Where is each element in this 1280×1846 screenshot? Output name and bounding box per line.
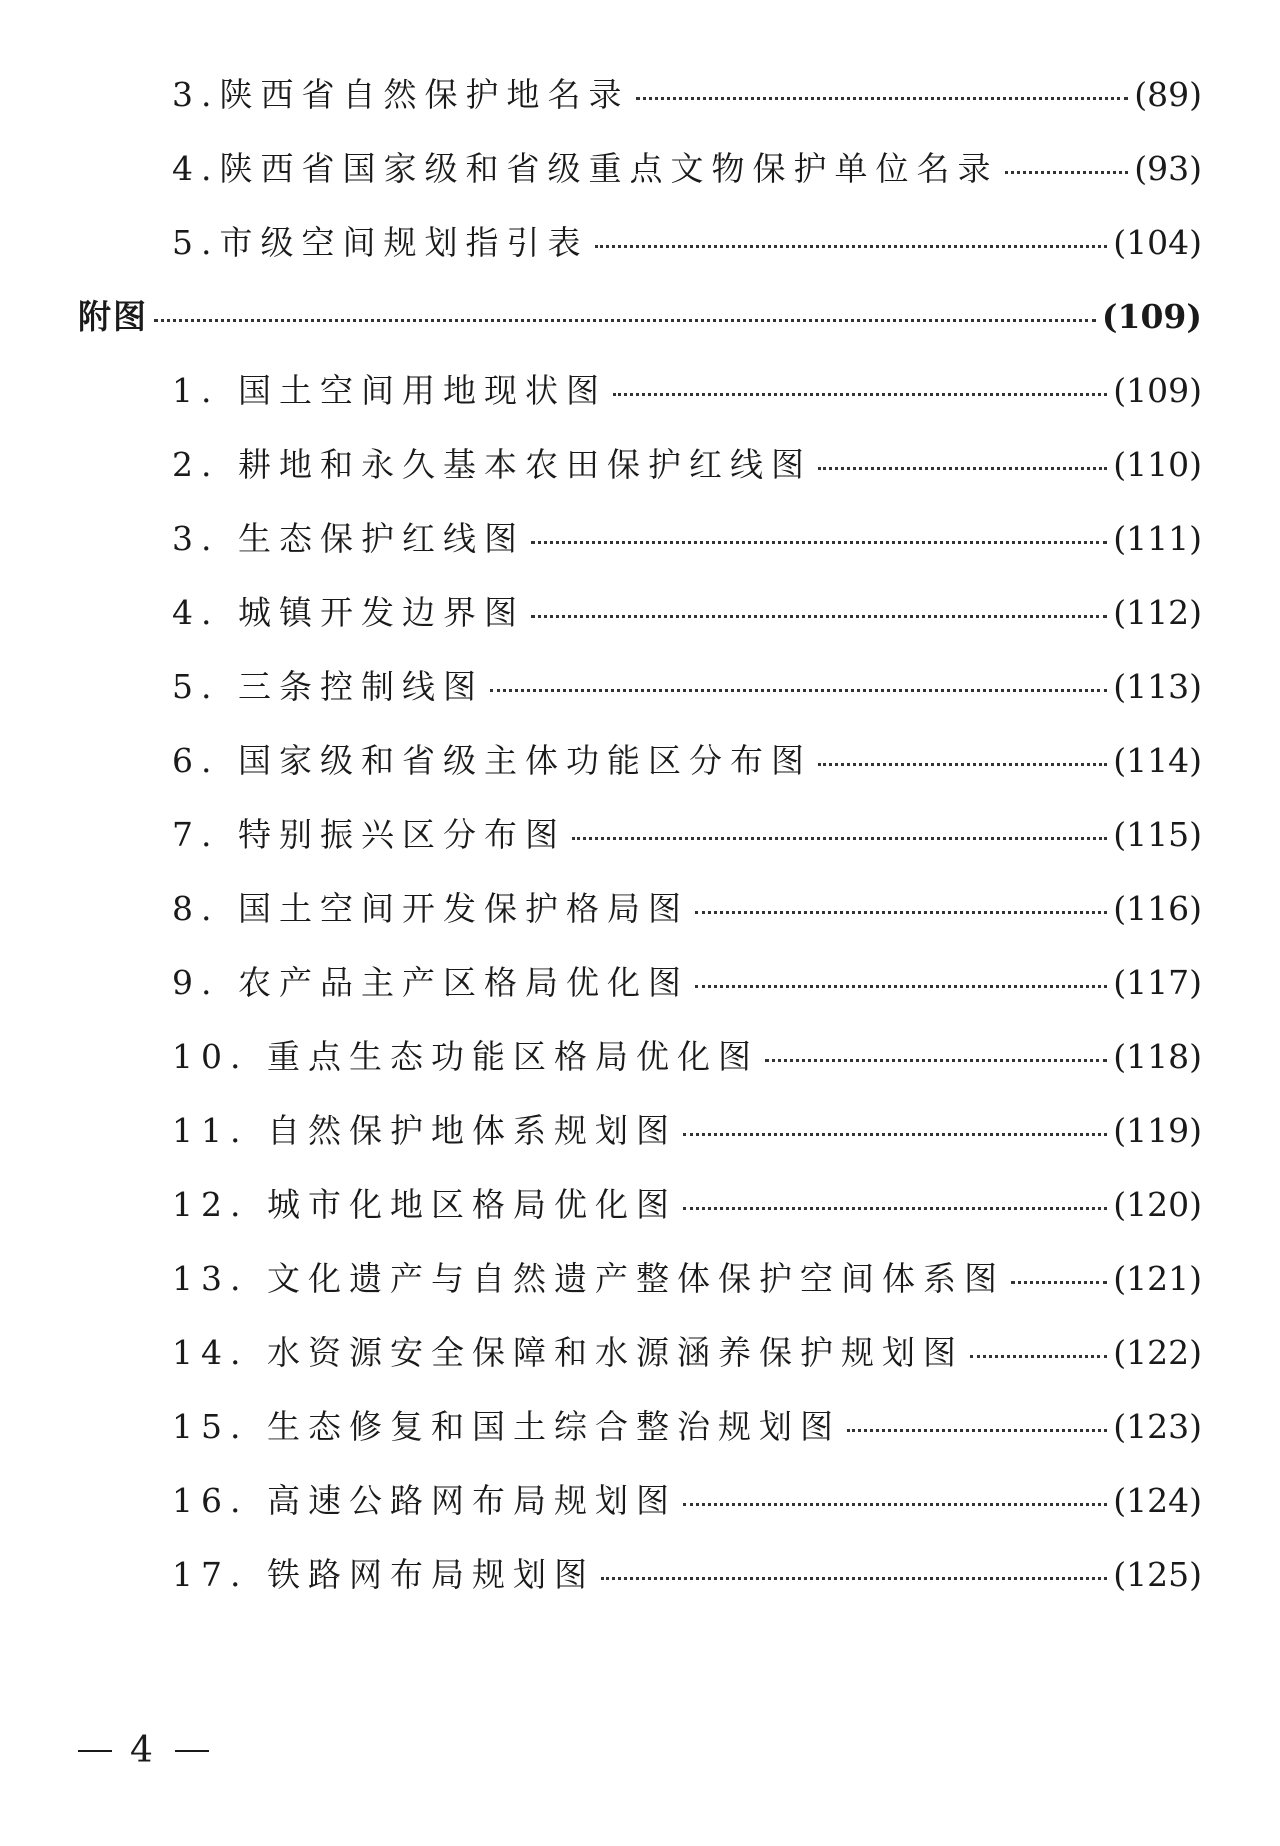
toc-entry <box>78 1316 1202 1390</box>
toc-dot-leader <box>613 393 1107 396</box>
toc-entry-page: (123) <box>1113 1407 1202 1446</box>
toc-dot-leader <box>818 763 1107 766</box>
toc-entry <box>78 1464 1202 1538</box>
page-number: 4 <box>130 1730 157 1771</box>
toc-entry-page: (115) <box>1113 815 1202 854</box>
page-footer <box>78 1730 209 1771</box>
toc-entry <box>78 576 1202 650</box>
toc-entry-page: (109) <box>1113 371 1202 410</box>
toc-entry-label: 12. 城市化地区格局优化图 <box>172 1185 677 1224</box>
toc-entry <box>78 354 1202 428</box>
toc-entry <box>78 1242 1202 1316</box>
toc-entry <box>78 798 1202 872</box>
toc-entry-label: 9. 农产品主产区格局优化图 <box>172 963 689 1002</box>
toc-entry-page: (109) <box>1101 297 1202 336</box>
toc-entry <box>78 946 1202 1020</box>
toc-dot-leader <box>695 985 1107 988</box>
toc-dot-leader <box>601 1577 1107 1580</box>
toc-section-entry <box>78 280 1202 354</box>
toc-dot-leader <box>695 911 1107 914</box>
toc-entry-label: 4.陕西省国家级和省级重点文物保护单位名录 <box>172 149 999 188</box>
toc-dot-leader <box>847 1429 1107 1432</box>
toc-entry-label: 2. 耕地和永久基本农田保护红线图 <box>172 445 812 484</box>
table-of-contents <box>78 58 1202 1612</box>
toc-dot-leader <box>683 1503 1107 1506</box>
toc-entry-label: 6. 国家级和省级主体功能区分布图 <box>172 741 812 780</box>
toc-entry-label: 3.陕西省自然保护地名录 <box>172 75 630 114</box>
toc-entry <box>78 724 1202 798</box>
toc-entry-page: (89) <box>1134 75 1202 114</box>
toc-entry-page: (93) <box>1134 149 1202 188</box>
toc-entry-label: 17. 铁路网布局规划图 <box>172 1555 595 1594</box>
toc-entry-label: 13. 文化遗产与自然遗产整体保护空间体系图 <box>172 1259 1005 1298</box>
toc-entry-page: (111) <box>1113 519 1202 558</box>
toc-entry-page: (113) <box>1113 667 1202 706</box>
toc-entry <box>78 132 1202 206</box>
toc-entry-page: (124) <box>1113 1481 1202 1520</box>
toc-entry-page: (120) <box>1113 1185 1202 1224</box>
toc-entry-label: 11. 自然保护地体系规划图 <box>172 1111 677 1150</box>
toc-entry-page: (112) <box>1113 593 1202 632</box>
toc-entry <box>78 428 1202 502</box>
toc-entry-page: (117) <box>1113 963 1202 1002</box>
toc-entry <box>78 58 1202 132</box>
toc-entry-label: 8. 国土空间开发保护格局图 <box>172 889 689 928</box>
toc-entry-label: 5.市级空间规划指引表 <box>172 223 589 262</box>
footer-dash-right <box>175 1750 209 1752</box>
toc-entry <box>78 1020 1202 1094</box>
toc-dot-leader <box>572 837 1107 840</box>
toc-dot-leader <box>636 97 1129 100</box>
toc-entry-label: 10. 重点生态功能区格局优化图 <box>172 1037 759 1076</box>
toc-entry-label: 1. 国土空间用地现状图 <box>172 371 607 410</box>
toc-entry-page: (119) <box>1113 1111 1202 1150</box>
toc-entry <box>78 1168 1202 1242</box>
toc-entry-page: (122) <box>1113 1333 1202 1372</box>
toc-dot-leader <box>531 541 1107 544</box>
toc-entry <box>78 502 1202 576</box>
toc-entry-label: 附图 <box>78 297 148 336</box>
toc-entry <box>78 1390 1202 1464</box>
toc-entry-page: (118) <box>1113 1037 1202 1076</box>
toc-dot-leader <box>818 467 1107 470</box>
toc-entry <box>78 1094 1202 1168</box>
toc-dot-leader <box>683 1207 1107 1210</box>
toc-entry-label: 5. 三条控制线图 <box>172 667 484 706</box>
toc-entry-page: (116) <box>1113 889 1202 928</box>
toc-dot-leader <box>765 1059 1107 1062</box>
toc-entry-label: 14. 水资源安全保障和水源涵养保护规划图 <box>172 1333 964 1372</box>
toc-dot-leader <box>683 1133 1107 1136</box>
toc-entry-label: 16. 高速公路网布局规划图 <box>172 1481 677 1520</box>
toc-entry <box>78 206 1202 280</box>
toc-entry-label: 4. 城镇开发边界图 <box>172 593 525 632</box>
toc-entry-label: 7. 特别振兴区分布图 <box>172 815 566 854</box>
toc-entry-page: (104) <box>1113 223 1202 262</box>
toc-dot-leader <box>490 689 1107 692</box>
toc-entry-page: (121) <box>1113 1259 1202 1298</box>
toc-dot-leader <box>531 615 1107 618</box>
toc-entry <box>78 650 1202 724</box>
toc-entry-page: (110) <box>1113 445 1202 484</box>
toc-dot-leader <box>970 1355 1107 1358</box>
toc-dot-leader <box>595 245 1108 248</box>
toc-dot-leader <box>1011 1281 1107 1284</box>
toc-entry-label: 3. 生态保护红线图 <box>172 519 525 558</box>
toc-entry <box>78 1538 1202 1612</box>
footer-dash-left <box>78 1750 112 1752</box>
toc-entry-page: (114) <box>1113 741 1202 780</box>
toc-entry <box>78 872 1202 946</box>
toc-dot-leader <box>154 319 1096 322</box>
toc-entry-page: (125) <box>1113 1555 1202 1594</box>
toc-entry-label: 15. 生态修复和国土综合整治规划图 <box>172 1407 841 1446</box>
toc-dot-leader <box>1005 171 1129 174</box>
